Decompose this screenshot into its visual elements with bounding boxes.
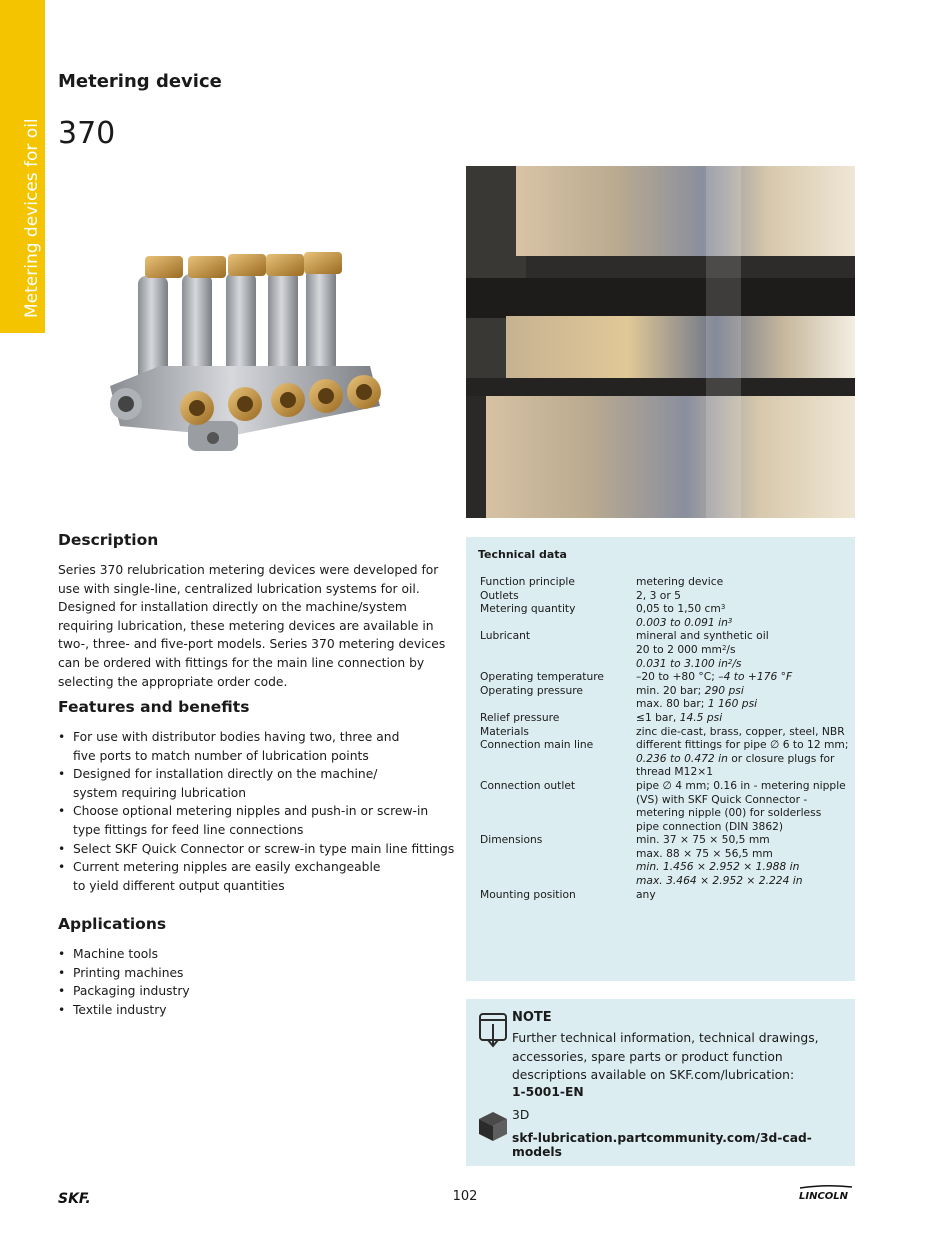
tech-label: Mounting position [480, 887, 576, 901]
tech-value: 2, 3 or 5 [636, 588, 681, 602]
feature-item: • For use with distributor bodies having two, three and five ports to match number of lubrication points [58, 728, 454, 765]
application-item: • Printing machines [58, 964, 190, 983]
feature-item: • Current metering nipples are easily exchangeable to yield different output quantities [58, 858, 454, 895]
tech-value: ≤1 bar, 14.5 psi [636, 710, 723, 724]
tech-row [480, 725, 850, 739]
tech-value: 0,05 to 1,50 $cm^3$ [636, 602, 726, 616]
3d-cube-icon [477, 1110, 509, 1142]
tech-value: –20 to +80 °C; –4 to +176 °F [636, 670, 793, 684]
application-item: • Packaging industry [58, 982, 190, 1001]
3d-models-link[interactable]: skf-lubrication.partcommunity.com/3d-cad-models [512, 1131, 812, 1159]
features-title: Features and benefits [58, 698, 250, 716]
tech-value: min. 37 × 75 × 50,5 mm [636, 833, 770, 847]
tech-label: Materials [480, 724, 529, 738]
technical-data-box [466, 537, 855, 981]
side-tab-label: Metering devices for oil [22, 118, 42, 318]
tech-label: Metering quantity [480, 602, 576, 616]
technical-data-title: Technical data [478, 548, 567, 561]
tech-row [480, 670, 850, 684]
technical-data-table [480, 575, 850, 901]
note-document-code: 1-5001-EN [512, 1085, 584, 1099]
feature-item: • Designed for installation directly on the machine/ system requiring lubrication [58, 765, 454, 802]
tech-label: Outlets [480, 588, 519, 602]
svg-text:LINCOLN: LINCOLN [799, 1191, 849, 1202]
application-item: • Textile industry [58, 1001, 190, 1020]
side-tab [0, 0, 45, 333]
tech-value: max. 80 bar; 1 160 psi [636, 697, 758, 711]
tech-value: min. 20 bar; 290 psi [636, 683, 744, 697]
page-subtitle: Metering device [58, 71, 222, 92]
tech-label: Operating temperature [480, 670, 605, 684]
tech-value: pipe connection (DIN 3862) [636, 819, 784, 833]
svg-text:SKF.: SKF. [58, 1191, 91, 1206]
tech-row [480, 575, 850, 589]
feature-item: • Select SKF Quick Connector or screw-in type main line fittings [58, 840, 454, 859]
tech-label: Connection outlet [480, 778, 576, 792]
tech-value: 20 to 2 000 $mm^2/s$ [636, 642, 736, 656]
tech-value: pipe ∅ 4 mm; 0.16 in - metering nipple [636, 778, 846, 792]
tech-value: mineral and synthetic oil [636, 629, 769, 643]
tech-row [480, 629, 850, 670]
feature-item: • Choose optional metering nipples and push-in or screw-in type fittings for feed line connections [58, 802, 454, 839]
tech-label: Function principle [480, 575, 575, 588]
note-text: Further technical information, technical drawings, accessories, spare parts or product function descriptions available on SKF.com/lubrication: [512, 1031, 819, 1083]
tech-value: metering nipple (00) for solderless [636, 806, 822, 820]
note-title: NOTE [512, 1010, 552, 1025]
tech-row [480, 589, 850, 603]
applications-title: Applications [58, 915, 167, 933]
page-number: 102 [452, 1189, 478, 1204]
tech-row [480, 684, 850, 711]
tech-row [480, 602, 850, 629]
tech-value: thread M12×1 [636, 765, 714, 779]
tech-value: any [636, 887, 656, 901]
note-box [466, 999, 855, 1166]
tech-row [480, 711, 850, 725]
document-download-icon [478, 1012, 508, 1048]
tech-row [480, 738, 850, 779]
tech-row [480, 779, 850, 833]
tech-value: 0.003 to 0.091 $in^3$ [636, 615, 733, 629]
tech-label: Dimensions [480, 833, 543, 847]
tech-value: different fittings for pipe ∅ 6 to 12 mm; [636, 738, 849, 752]
features-list [58, 728, 454, 895]
tech-row [480, 833, 850, 887]
page-title: 370 [58, 116, 116, 151]
tech-label: Operating pressure [480, 683, 583, 697]
description-title: Description [58, 531, 159, 549]
tech-value: metering device [636, 575, 724, 588]
tech-label: Relief pressure [480, 710, 560, 724]
tech-value: (VS) with SKF Quick Connector - [636, 792, 808, 806]
tech-label: Connection main line [480, 738, 594, 752]
applications-list [58, 945, 190, 1019]
tech-value: 0.031 to 3.100 $in^2/s$ [636, 656, 742, 670]
tech-row [480, 888, 850, 902]
tech-label: Lubricant [480, 629, 531, 643]
tech-value: max. 3.464 × 2.952 × 2.224 in [636, 874, 803, 888]
tech-value: max. 88 × 75 × 56,5 mm [636, 846, 773, 860]
application-item: • Machine tools [58, 945, 190, 964]
note-3d-label: 3D [512, 1108, 530, 1122]
lincoln-logo [798, 1184, 854, 1204]
description-text: Series 370 relubrication metering devices were developed for use with single-line, centralized lubrication systems for oil. Designed for installation directly on the machine/system requiring lubrication, these metering devices are available in two-, three- and five-port models. Series 370 metering devices can be ordered with fittings for the main line connection by selecting the appropriate order code. [58, 563, 446, 689]
printing-press-image [466, 166, 855, 518]
tech-value: 0.236 to 0.472 in or closure plugs for [636, 751, 835, 765]
tech-value: min. 1.456 × 2.952 × 1.988 in [636, 860, 800, 874]
product-image [100, 246, 400, 461]
tech-value: zinc die-cast, brass, copper, steel, NBR [636, 724, 845, 738]
